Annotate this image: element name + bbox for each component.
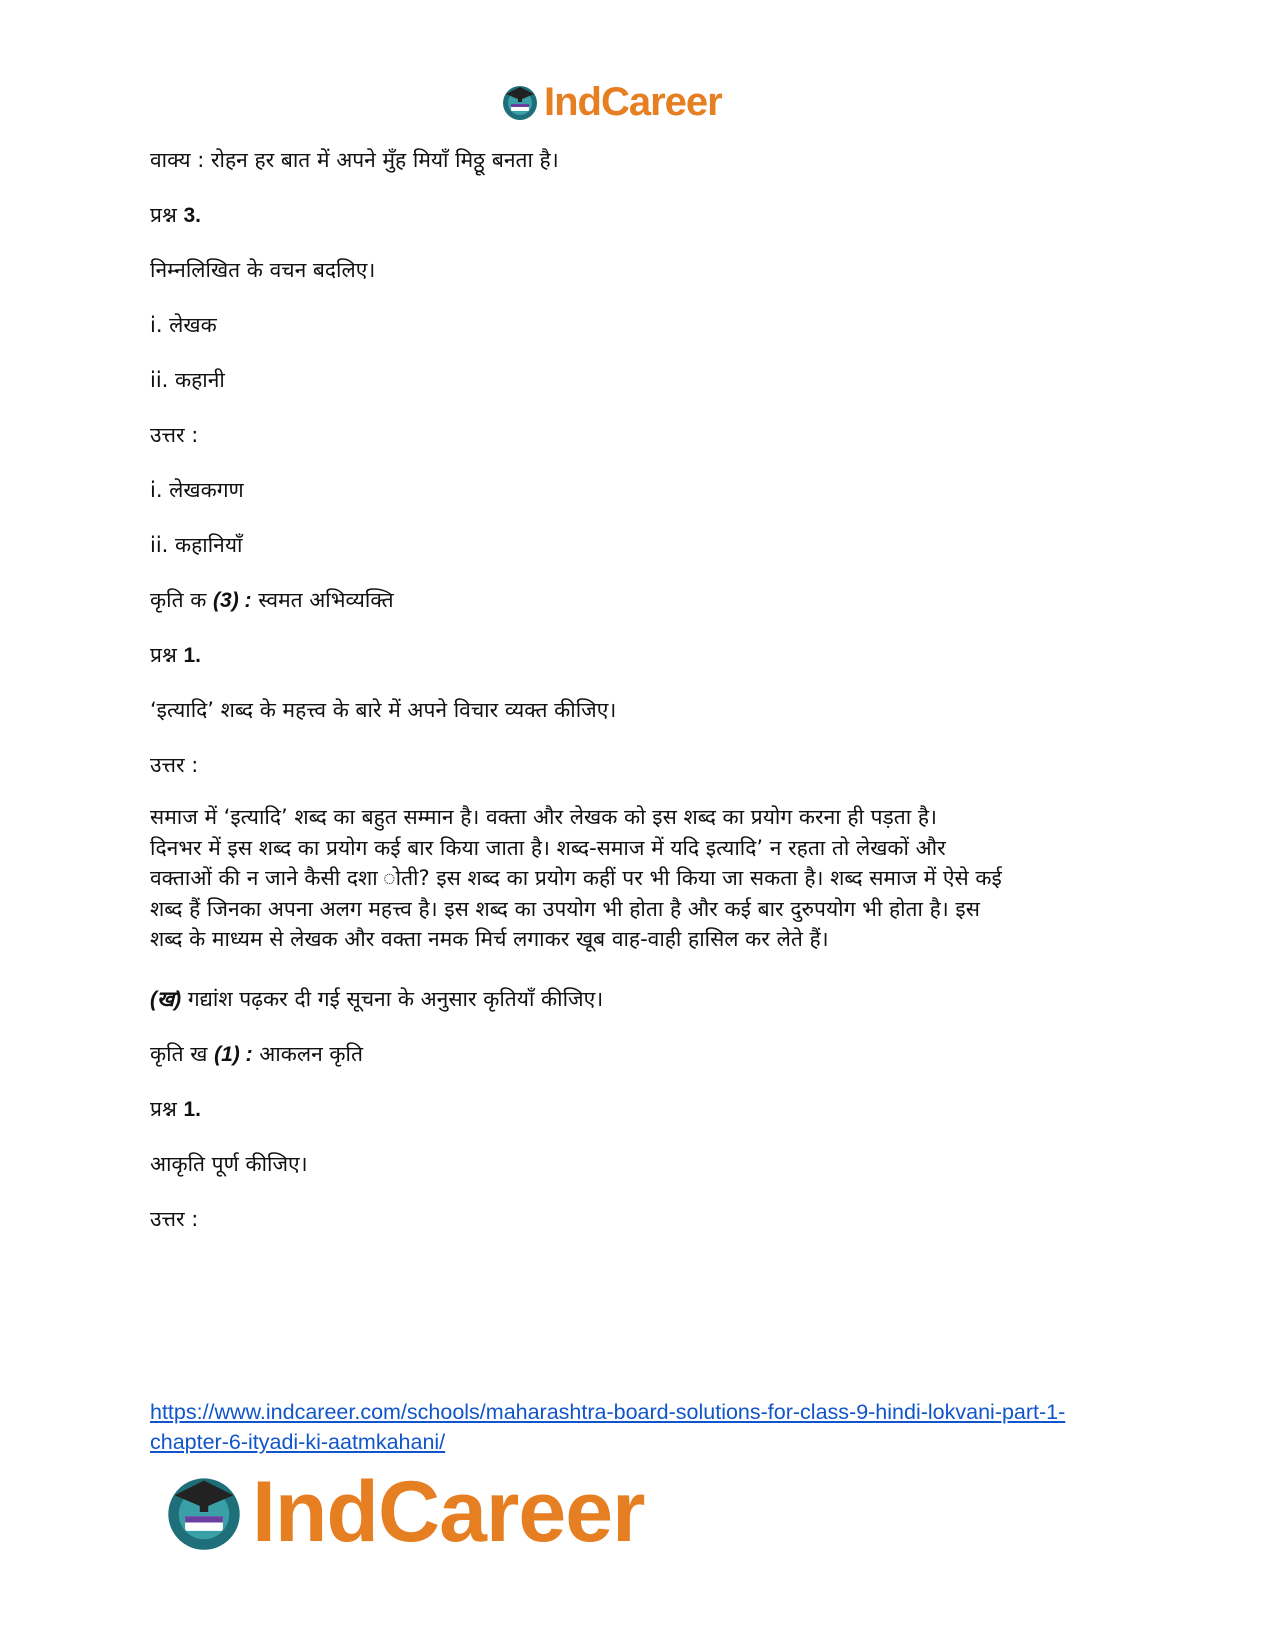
question-label: प्रश्न	[150, 1096, 177, 1121]
part-instruction: गद्यांश पढ़कर दी गई सूचना के अनुसार कृतियाँ कीजिए।	[187, 986, 604, 1011]
question-label: प्रश्न	[150, 203, 177, 227]
graduation-globe-icon	[500, 82, 540, 122]
list-item: ii. कहानियाँ	[150, 533, 243, 557]
sentence-line: वाक्य : रोहन हर बात में अपने मुँह मियाँ मिठ्ठू बनता है।	[150, 148, 559, 172]
section-title: आकलन कृति	[259, 1041, 363, 1066]
document-body	[150, 142, 1140, 1256]
list-item: ii. कहानी	[150, 368, 225, 392]
section-heading	[150, 582, 1140, 637]
answer-label: उत्तर :	[150, 753, 199, 777]
instruction-line	[150, 981, 1140, 1036]
question-number: 3.	[183, 204, 201, 227]
indcareer-logo-top	[500, 80, 722, 124]
paragraph-line: शब्द के माध्यम से लेखक और वक्ता नमक मिर्च लगाकर खूब वाह-वाही हासिल कर लेते हैं।	[150, 927, 829, 951]
indcareer-logo-bottom	[162, 1464, 645, 1560]
part-label: (ख)	[150, 987, 182, 1011]
question-number: 1.	[183, 1097, 201, 1121]
instruction-line: आकृति पूर्ण कीजिए।	[150, 1151, 308, 1176]
source-link-line[interactable]: https://www.indcareer.com/schools/maharashtra-board-solutions-for-class-9-hindi-lokvani-part-1-	[150, 1400, 1066, 1424]
list-item: i. लेखकगण	[150, 478, 244, 502]
question-heading	[150, 637, 1140, 692]
answer-label: उत्तर :	[150, 423, 199, 447]
section-number: (1) :	[214, 1042, 253, 1066]
logo-wordmark: IndCareer	[252, 1464, 645, 1560]
source-link[interactable]	[150, 1397, 1140, 1457]
section-title: स्वमत अभिव्यक्ति	[258, 588, 394, 612]
section-heading	[150, 1036, 1140, 1091]
answer-paragraph	[150, 802, 1140, 955]
paragraph-line: वक्ताओं की न जाने कैसी दशा ोती? इस शब्द का प्रयोग कहीं पर भी किया जा सकता है। शब्द समाज में ऐसे कई	[150, 866, 1002, 890]
graduation-globe-icon	[162, 1470, 246, 1554]
question-heading	[150, 197, 1140, 252]
section-label: कृति क	[150, 588, 207, 612]
question-heading	[150, 1091, 1140, 1146]
paragraph-line: समाज में ‘इत्यादि’ शब्द का बहुत सम्मान है। वक्ता और लेखक को इस शब्द का प्रयोग करना ही पड़ता है।	[150, 805, 937, 829]
instruction-line: ‘इत्यादि’ शब्द के महत्त्व के बारे में अपने विचार व्यक्त कीजिए।	[150, 698, 617, 722]
instruction-line: निम्नलिखित के वचन बदलिए।	[150, 258, 376, 282]
question-label: प्रश्न	[150, 643, 177, 667]
answer-label: उत्तर :	[150, 1206, 199, 1231]
question-number: 1.	[183, 644, 201, 667]
paragraph-line: शब्द हैं जिनका अपना अलग महत्त्व है। इस शब्द का उपयोग भी होता है और कई बार दुरुपयोग भी होता है। इस	[150, 896, 980, 921]
section-number: (3) :	[213, 589, 252, 612]
section-label: कृति ख	[150, 1041, 208, 1066]
logo-wordmark: IndCareer	[544, 80, 722, 124]
list-item: i. लेखक	[150, 313, 217, 337]
source-link-line[interactable]: chapter-6-ityadi-ki-aatmkahani/	[150, 1430, 446, 1454]
paragraph-line: दिनभर में इस शब्द का प्रयोग कई बार किया जाता है। शब्द-समाज में यदि इत्यादि’ न रहता तो लेखकों और	[150, 835, 946, 860]
